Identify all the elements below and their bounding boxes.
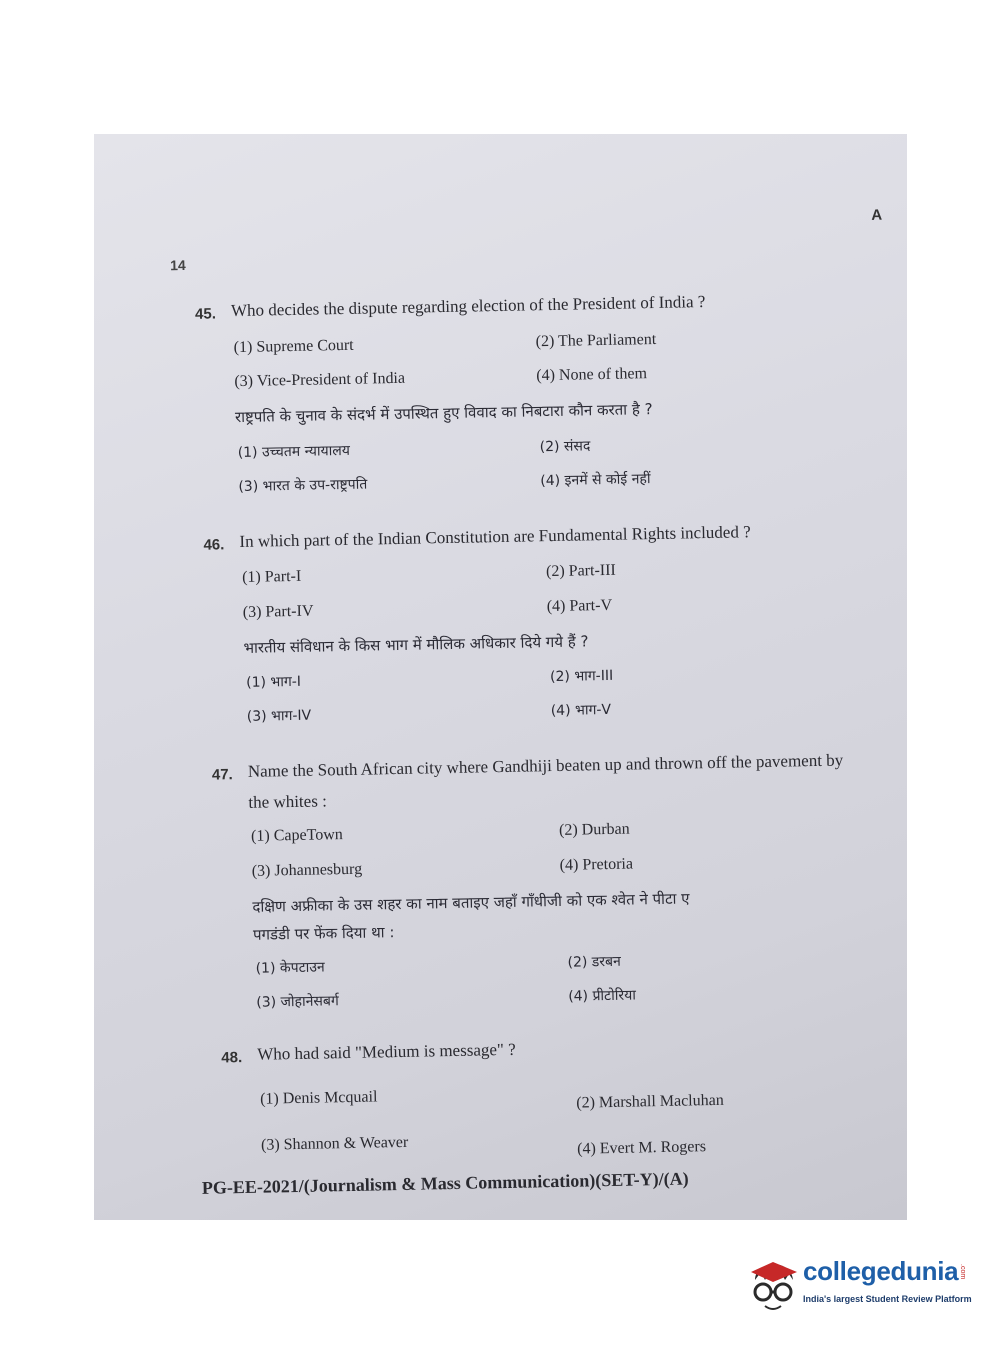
option-1-en: (1) Supreme Court bbox=[233, 336, 354, 357]
question-text-hi-line-1: दक्षिण अफ्रीका के उस शहर का नाम बताइए जहाँ गाँधीजी को एक श्वेत ने पीटा ए bbox=[252, 889, 690, 916]
option-4-en: (4) Pretoria bbox=[559, 855, 634, 874]
option-2-hi: (2) संसद bbox=[539, 438, 591, 456]
option-2-hi: (2) डरबन bbox=[567, 953, 621, 971]
question-number: 47. bbox=[211, 766, 233, 784]
option-2-en: (2) Durban bbox=[558, 820, 630, 839]
option-1-en: (1) CapeTown bbox=[250, 826, 343, 845]
option-3-en: (3) Vice-President of India bbox=[234, 369, 406, 391]
option-2-hi: (2) भाग-III bbox=[549, 667, 614, 686]
question-text-hi-line-2: पगडंडी पर फेंक दिया था : bbox=[252, 923, 395, 944]
option-3-en: (3) Shannon & Weaver bbox=[260, 1133, 409, 1154]
mascot-icon bbox=[745, 1250, 801, 1322]
exam-page-photo bbox=[94, 134, 907, 1220]
page-number: 14 bbox=[169, 256, 186, 274]
exam-code-footer: PG-EE-2021/(Journalism & Mass Communication)(SET-Y)/(A) bbox=[201, 1168, 689, 1198]
option-4-hi: (4) भाग-V bbox=[550, 701, 612, 720]
option-2-en: (2) Marshall Macluhan bbox=[576, 1091, 724, 1112]
question-text-en-line-1: Name the South African city where Gandhiji beaten up and thrown off the pavement by bbox=[247, 750, 844, 781]
exam-sheet bbox=[94, 134, 907, 1220]
option-3-hi: (3) भारत के उप-राष्ट्रपति bbox=[238, 476, 368, 496]
collegedunia-logo bbox=[745, 1250, 975, 1322]
option-1-hi: (1) उच्चतम न्यायालय bbox=[237, 442, 351, 462]
option-1-hi: (1) भाग-I bbox=[245, 673, 302, 691]
question-number: 46. bbox=[203, 536, 225, 554]
option-4-en: (4) Evert M. Rogers bbox=[576, 1138, 707, 1158]
option-4-en: (4) Part-V bbox=[546, 596, 613, 616]
option-4-en: (4) None of them bbox=[536, 365, 648, 385]
question-number: 45. bbox=[194, 305, 217, 323]
option-3-hi: (3) भाग-IV bbox=[246, 707, 312, 725]
question-text-en: Who decides the dispute regarding election of the President of India ? bbox=[230, 292, 706, 321]
option-3-en: (3) Johannesburg bbox=[251, 860, 363, 880]
brand-suffix: .com bbox=[959, 1264, 966, 1280]
option-1-hi: (1) केपटाउन bbox=[255, 959, 325, 977]
question-text-en-line-2: the whites : bbox=[248, 791, 328, 812]
set-letter: A bbox=[871, 206, 883, 224]
brand-tagline: India's largest Student Review Platform bbox=[803, 1294, 972, 1304]
option-1-en: (1) Part-I bbox=[241, 567, 302, 586]
option-2-en: (2) The Parliament bbox=[535, 330, 657, 351]
option-3-hi: (3) जोहानेसबर्ग bbox=[256, 993, 339, 1011]
option-1-en: (1) Denis Mcquail bbox=[259, 1088, 378, 1108]
question-text-hi: भारतीय संविधान के किस भाग में मौलिक अधिकार दिये गये हैं ? bbox=[243, 632, 589, 657]
option-4-hi: (4) इनमें से कोई नहीं bbox=[540, 471, 651, 490]
brand-name: collegedunia bbox=[803, 1256, 959, 1286]
option-4-hi: (4) प्रीटोरिया bbox=[568, 987, 637, 1005]
option-3-en: (3) Part-IV bbox=[242, 602, 314, 621]
question-text-en: In which part of the Indian Constitution are Fundamental Rights included ? bbox=[239, 522, 751, 552]
question-text-hi: राष्ट्रपति के चुनाव के संदर्भ में उपस्थित हुए विवाद का निबटारा कौन करता है ? bbox=[234, 400, 653, 427]
option-2-en: (2) Part-III bbox=[545, 561, 616, 581]
question-number: 48. bbox=[221, 1049, 243, 1067]
question-text-en: Who had said "Medium is message" ? bbox=[257, 1039, 516, 1064]
